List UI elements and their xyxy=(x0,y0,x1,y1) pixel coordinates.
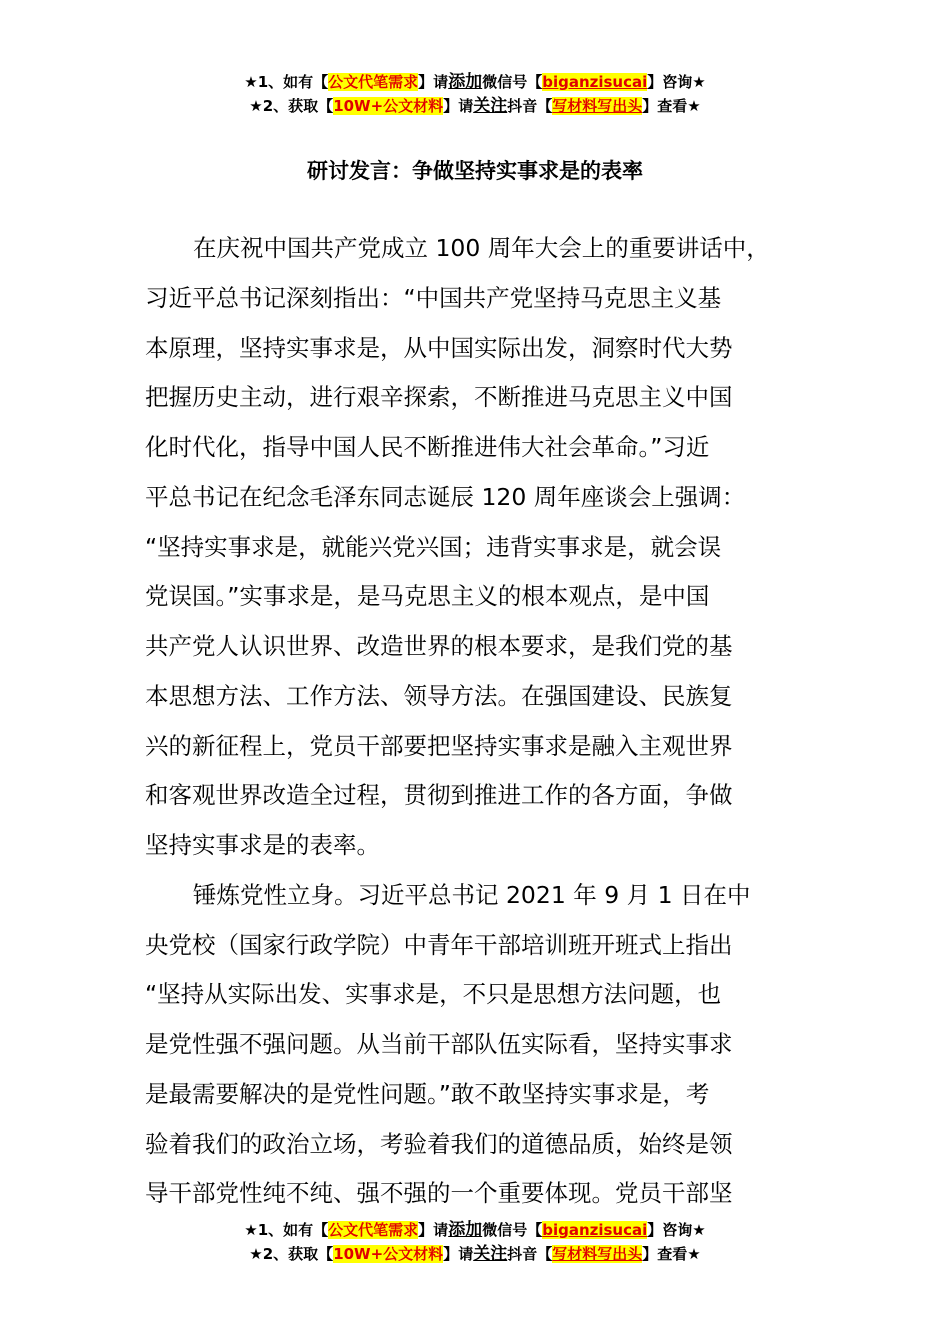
text: 】请 xyxy=(418,73,449,91)
wechat-id: biganzisucai xyxy=(542,1221,648,1239)
highlight: 公文代笔需求 xyxy=(328,1221,419,1239)
text-line: 验着我们的政治立场，考验着我们的道德品质，始终是领 xyxy=(145,1129,733,1158)
text: ★1、如有【 xyxy=(244,73,329,91)
text-line: 锤炼党性立身。习近平总书记 2021 年 9 月 1 日在中 xyxy=(193,880,751,909)
text: 添加 xyxy=(448,72,483,92)
highlight: 10W+公文材料 xyxy=(333,1245,444,1263)
document-body xyxy=(145,224,835,1219)
promo-line-1 xyxy=(0,70,950,94)
text: 】咨询★ xyxy=(647,73,706,91)
highlight: 公文代笔需求 xyxy=(328,73,419,91)
text-line: 坚持实事求是的表率。 xyxy=(145,831,380,859)
promo-banner-top xyxy=(0,70,950,118)
text: 】查看★ xyxy=(642,97,701,115)
text: 微信号【 xyxy=(482,1221,543,1239)
text: 抖音【 xyxy=(507,97,553,115)
text-line: 共产党人认识世界、改造世界的根本要求，是我们党的基 xyxy=(145,632,733,660)
text-line: 把握历史主动，进行艰辛探索，不断推进马克思主义中国 xyxy=(145,383,733,412)
promo-banner-bottom xyxy=(0,1218,950,1266)
document-title: 研讨发言：争做坚持实事求是的表率 xyxy=(307,159,643,183)
text: 】请 xyxy=(443,97,474,115)
text-line: 是党性强不强问题。从当前干部队伍实际看，坚持实事求 xyxy=(145,1030,733,1058)
promo-line-2 xyxy=(0,94,950,118)
highlight: 10W+公文材料 xyxy=(333,97,444,115)
text: ★1、如有【 xyxy=(244,1221,329,1239)
text-line: 化时代化，指导中国人民不断推进伟大社会革命。”习近 xyxy=(145,433,710,461)
text-line: 本原理，坚持实事求是，从中国实际出发，洞察时代大势 xyxy=(145,333,733,362)
text: 关注 xyxy=(473,96,508,116)
promo-line-1 xyxy=(0,1218,950,1242)
text: 添加 xyxy=(448,1220,483,1240)
text-line: 和客观世界改造全过程，贯彻到推进工作的各方面，争做 xyxy=(145,781,733,810)
text: 】请 xyxy=(443,1245,474,1263)
text: 关注 xyxy=(473,1244,508,1264)
douyin-id: 写材料写出头 xyxy=(552,1245,643,1263)
text-line: 是最需要解决的是党性问题。”敢不敢坚持实事求是，考 xyxy=(145,1079,710,1108)
text-line: 央党校（国家行政学院）中青年干部培训班开班式上指出 xyxy=(145,930,733,959)
text: ★2、获取【 xyxy=(249,1245,334,1263)
text-line: 本思想方法、工作方法、领导方法。在强国建设、民族复 xyxy=(145,681,733,710)
text-line: 兴的新征程上，党员干部要把坚持实事求是融入主观世界 xyxy=(145,731,733,760)
text-line: “坚持从实际出发、实事求是，不只是思想方法问题，也 xyxy=(145,980,722,1009)
text: 】咨询★ xyxy=(647,1221,706,1239)
text: 抖音【 xyxy=(507,1245,553,1263)
text-line: 导干部党性纯不纯、强不强的一个重要体现。党员干部坚 xyxy=(145,1179,733,1208)
text: 微信号【 xyxy=(482,73,543,91)
text: 】请 xyxy=(418,1221,449,1239)
text: ★2、获取【 xyxy=(249,97,334,115)
text-line: 党误国。”实事求是，是马克思主义的根本观点，是中国 xyxy=(145,582,710,611)
text-line: 在庆祝中国共产党成立 100 周年大会上的重要讲话中， xyxy=(193,234,770,262)
text-line: “坚持实事求是，就能兴党兴国；违背实事求是，就会误 xyxy=(145,532,722,561)
wechat-id: biganzisucai xyxy=(542,73,648,91)
douyin-id: 写材料写出头 xyxy=(552,97,643,115)
text-line: 习近平总书记深刻指出：“中国共产党坚持马克思主义基 xyxy=(145,283,722,312)
text: 】查看★ xyxy=(642,1245,701,1263)
promo-line-2 xyxy=(0,1242,950,1266)
text-line: 平总书记在纪念毛泽东同志诞辰 120 周年座谈会上强调： xyxy=(145,482,746,511)
